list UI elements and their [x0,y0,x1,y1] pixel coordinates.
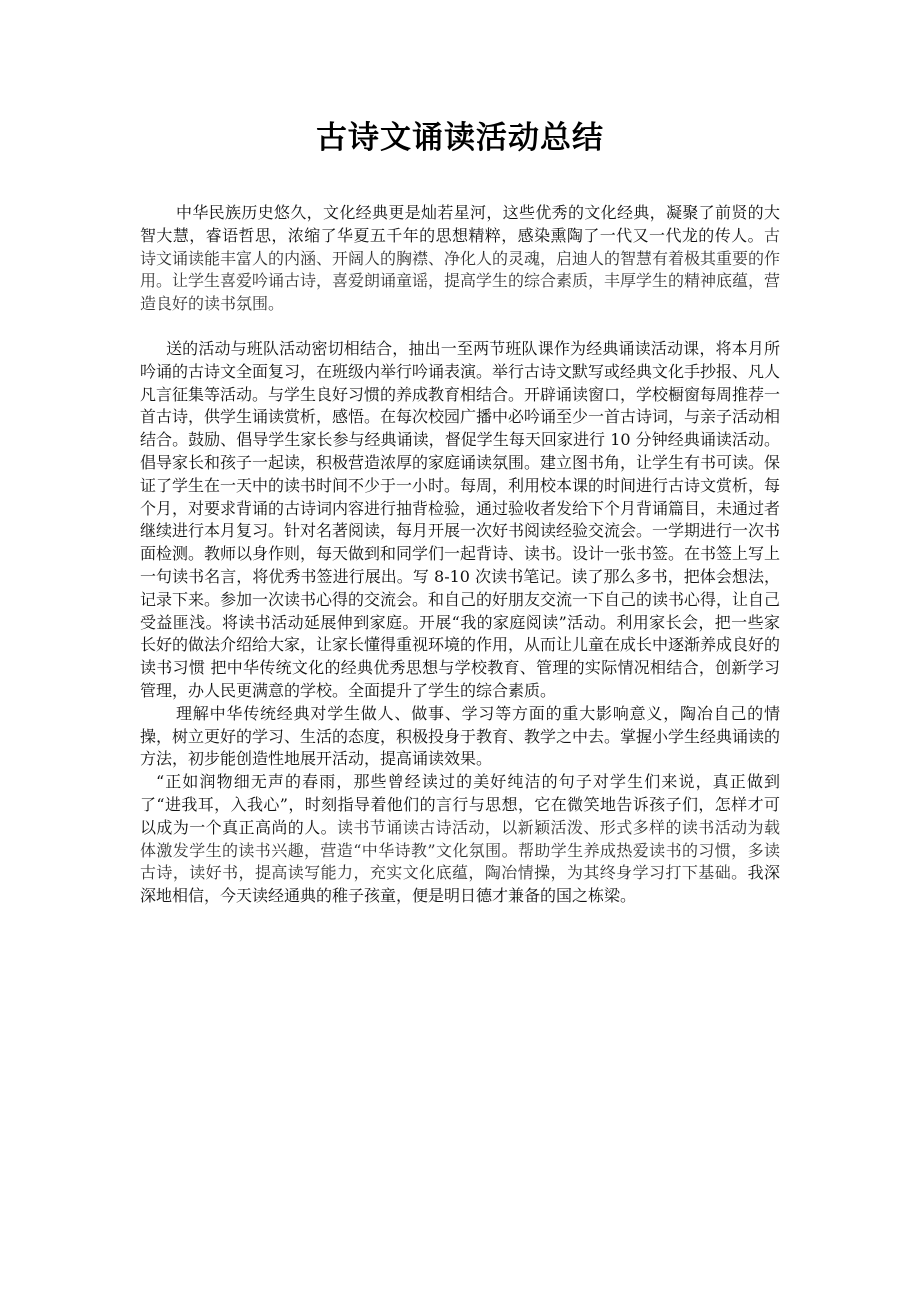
paragraph-intro [140,202,780,316]
paragraph-conclusion-part-1: “正如润物细无声的春雨，那些曾经读过的美好纯洁的句子对学生们来说，真正做到了“进我耳，入我心”，时刻指导着他们的言行与思想，它在微笑地告诉孩子们，怎样才可以成为一个真正高尚的人。 [140,772,780,837]
document-page [140,112,780,908]
paragraph-activities: 送的活动与班队活动密切相结合，抽出一至两节班队课作为经典诵读活动课，将本月所吟诵的古诗文全面复习，在班级内举行吟诵表演。举行古诗文默写或经典文化手抄报、凡人凡言征集等活动。与学生良好习惯的养成教育相结合。开辟诵读窗口，学校橱窗每周推荐一首古诗，供学生诵读赏析，感悟。在每次校园广播中必吟诵至少一首古诗词，与亲子活动相结合。鼓励、倡导学生家长参与经典诵读，督促学生每天回家进行 10 分钟经典诵读活动。倡导家长和孩子一起读，积极营造浓厚的家庭诵读氛围。建立图书角，让学生有书可读。保证了学生在一天中的读书时间不少于一小时。每周，利用校本课的时间进行古诗文赏析，每个月，对要求背诵的古诗词内容进行抽背检验，通过验收者发给下个月背诵篇目，未通过者继续进行本月复习。针对名著阅读，每月开展一次好书阅读经验交流会。一学期进行一次书面检测。教师以身作则，每天做到和同学们一起背诗、读书。设计一张书签。在书签上写上一句读书名言，将优秀书签进行展出。写 8-10 次读书笔记。读了那么多书，把体会想法，记录下来。参加一次读书心得的交流会。和自己的好朋友交流一下自己的读书心得，让自己受益匪浅。将读书活动延展伸到家庭。开展“我的家庭阅读”活动。利用家长会，把一些家长好的做法介绍给大家，让家长懂得重视环境的作用，从而让儿童在成长中逐渐养成良好的读书习惯 把中华传统文化的经典优秀思想与学校教育、管理的实际情况相结合，创新学习管理，办人民更满意的学校。全面提升了学生的综合素质。 [140,338,781,700]
paragraph-spacer [140,316,780,338]
paragraph-conclusion-part-3: 我深深地相信，今天读经通典的稚子孩童，便是明日德才兼备的国之栋梁。 [140,863,780,906]
paragraph-understanding: 理解中华传统经典对学生做人、做事、学习等方面的重大影响意义，陶冶自己的情操，树立更好的学习、生活的态度，积极投身于教育、教学之中去。掌握小学生经典诵读的方法，初步能创造性地展开活动，提高诵读效果。 [140,703,781,769]
paragraph-conclusion-part-2: 读书节诵读古诗活动，以新颖活泼、形式多样的读书活动为载体激发学生的读书兴趣，营造“中华诗教”文化氛围。帮助学生养成热爱读书的习惯，多读古诗，读好书，提高读写能力，充实文化底蕴，陶冶情操，为其终身学习打下基础。 [140,817,780,883]
paragraph-conclusion [140,771,780,908]
paragraph-intro-part-1: 中华民族历史悠久，文化经典更是灿若星河，这些优秀的文化经典，凝聚了前贤的大智大慧，睿语哲思，浓缩了华夏五千年的思想精粹，感染熏陶了一代又一代龙的传人。 [140,203,780,245]
document-title: 古诗文诵读活动总结 [316,120,604,156]
paragraph-intro-part-2: 古诗文诵读能丰富人的内涵、开阔人的胸襟、净化人的灵魂，启迪人的智慧有着极其重要的作用。让学生喜爱吟诵古诗，喜爱朗诵童谣，提高学生的综合素质，丰厚学生的精神底蕴，营造良好的读书氛围。 [140,225,781,314]
